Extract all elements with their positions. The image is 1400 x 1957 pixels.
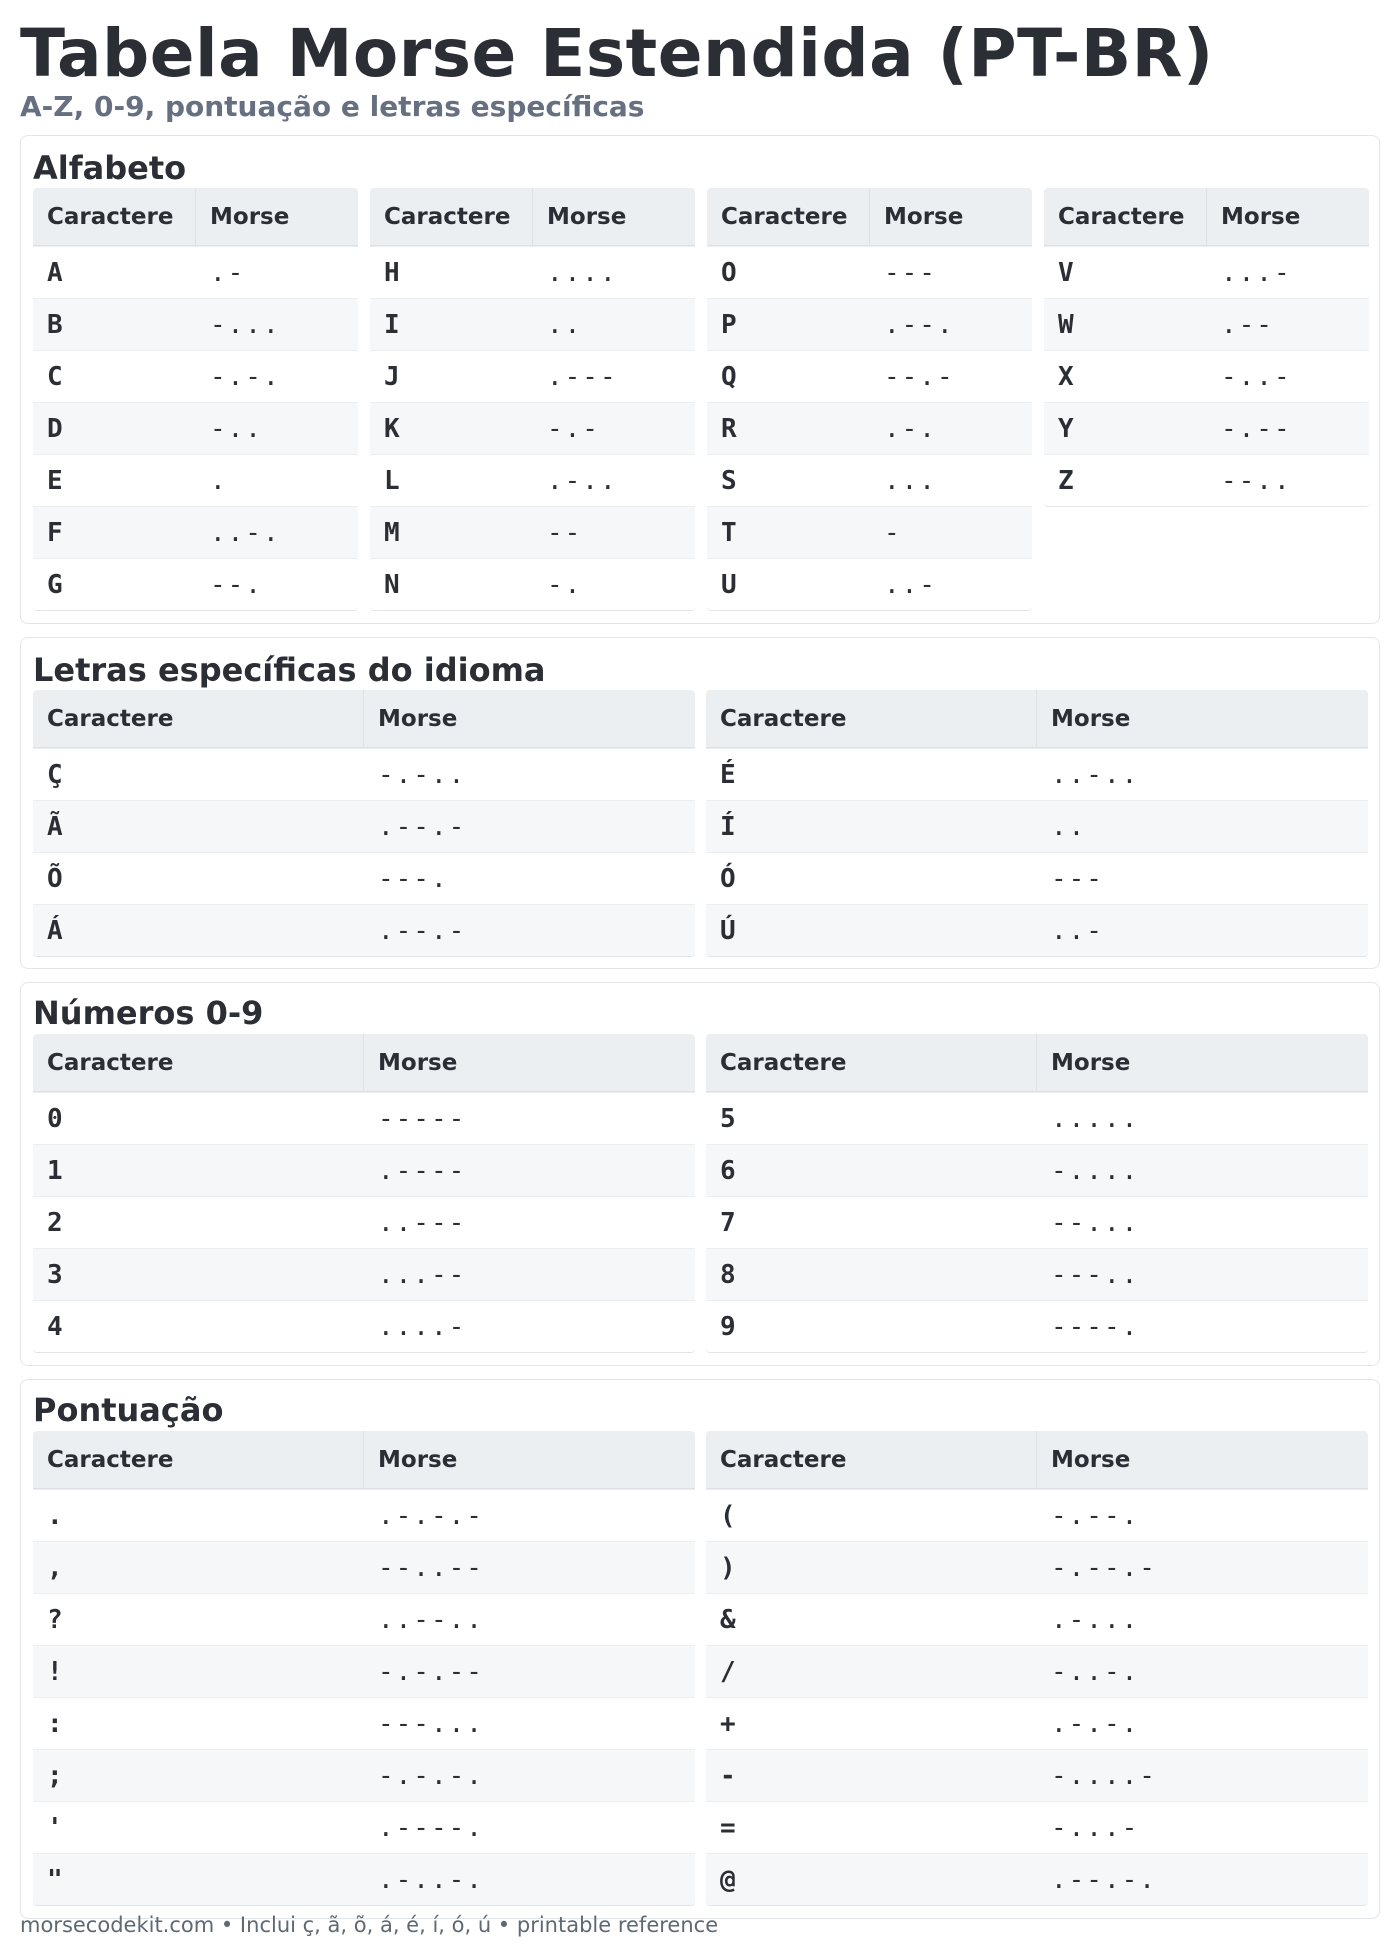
character-cell: R — [721, 414, 737, 444]
table-row — [706, 1144, 1368, 1196]
morse-table — [706, 690, 1368, 956]
column-header-morse: Morse — [378, 1447, 458, 1473]
column-header-morse: Morse — [547, 204, 627, 230]
morse-code-cell: ..- — [884, 570, 937, 600]
morse-code-cell: .----. — [378, 1813, 484, 1843]
table-row — [706, 1248, 1368, 1300]
section-alfabeto — [20, 135, 1380, 624]
morse-code-cell: -...- — [1051, 1813, 1140, 1843]
morse-code-cell: --..-- — [378, 1553, 484, 1583]
morse-table — [1044, 188, 1369, 506]
morse-code-cell: ---... — [378, 1709, 484, 1739]
table-header — [370, 188, 695, 246]
character-cell: ) — [720, 1553, 736, 1583]
table-row — [706, 1196, 1368, 1248]
character-cell: P — [721, 310, 737, 340]
morse-code-cell: ... — [884, 466, 937, 496]
morse-code-cell: ....- — [378, 1312, 467, 1342]
morse-table — [706, 1034, 1368, 1352]
footer-note: morsecodekit.com • Inclui ç, ã, õ, á, é, í, ó, ú • printable reference — [20, 1913, 719, 1937]
morse-code-cell: ---. — [378, 864, 449, 894]
morse-code-cell: -..- — [1221, 362, 1292, 392]
character-cell: : — [47, 1709, 63, 1739]
table-body — [707, 246, 1032, 610]
column-header-caractere: Caractere — [33, 1431, 364, 1489]
character-cell: Õ — [47, 864, 63, 894]
table-row — [33, 1092, 695, 1144]
character-cell: O — [721, 258, 737, 288]
morse-code-cell: .-.. — [547, 466, 618, 496]
character-cell: 9 — [720, 1312, 736, 1342]
character-cell: 6 — [720, 1156, 736, 1186]
table-body — [1044, 246, 1369, 506]
morse-code-cell: .-..-. — [378, 1865, 484, 1895]
character-cell: U — [721, 570, 737, 600]
section-title: Pontuação — [33, 1391, 224, 1429]
table-row — [1044, 350, 1369, 402]
table-header — [706, 690, 1368, 748]
morse-code-cell: -.-. — [210, 362, 281, 392]
character-cell: G — [47, 570, 63, 600]
character-cell: F — [47, 518, 63, 548]
morse-code-cell: -- — [547, 518, 583, 548]
character-cell: Z — [1058, 466, 1074, 496]
table-row — [370, 454, 695, 506]
morse-code-cell: -.--.- — [1051, 1553, 1157, 1583]
morse-code-cell: --... — [1051, 1208, 1140, 1238]
column-header-morse: Morse — [884, 204, 964, 230]
table-row — [1044, 454, 1369, 506]
table-row — [1044, 246, 1369, 298]
morse-code-cell: - — [884, 518, 902, 548]
table-row — [706, 1541, 1368, 1593]
table-row — [33, 1144, 695, 1196]
column-header-caractere: Caractere — [1044, 188, 1207, 246]
morse-code-cell: ..-.. — [1051, 760, 1140, 790]
table-row — [370, 558, 695, 610]
table-row — [706, 1853, 1368, 1905]
morse-code-cell: --. — [210, 570, 263, 600]
character-cell: V — [1058, 258, 1074, 288]
character-cell: ; — [47, 1761, 63, 1791]
character-cell: 5 — [720, 1104, 736, 1134]
page-subtitle: A-Z, 0-9, pontuação e letras específicas — [20, 90, 645, 123]
table-row — [706, 800, 1368, 852]
morse-code-cell: .-.-.- — [378, 1501, 484, 1531]
morse-code-cell: -....- — [1051, 1761, 1157, 1791]
morse-code-cell: -.-.. — [378, 760, 467, 790]
table-row — [33, 506, 358, 558]
morse-code-cell: .-. — [884, 414, 937, 444]
table-row — [33, 246, 358, 298]
character-cell: Ç — [47, 760, 63, 790]
character-cell: = — [720, 1813, 736, 1843]
character-cell: 7 — [720, 1208, 736, 1238]
morse-code-cell: -.-.-. — [378, 1761, 484, 1791]
morse-code-cell: --- — [884, 258, 937, 288]
table-row — [707, 350, 1032, 402]
morse-code-cell: -.-.-- — [378, 1657, 484, 1687]
morse-table — [370, 188, 695, 610]
morse-table — [33, 690, 695, 956]
morse-code-cell: .-... — [1051, 1605, 1140, 1635]
table-row — [706, 1092, 1368, 1144]
character-cell: D — [47, 414, 63, 444]
table-body — [33, 1489, 695, 1905]
table-header — [706, 1034, 1368, 1092]
table-body — [33, 748, 695, 956]
morse-code-cell: ..- — [1051, 916, 1104, 946]
character-cell: ! — [47, 1657, 63, 1687]
section-title: Alfabeto — [33, 149, 187, 187]
character-cell: J — [384, 362, 400, 392]
table-row — [1044, 402, 1369, 454]
character-cell: 3 — [47, 1260, 63, 1290]
morse-code-cell: ----- — [378, 1104, 467, 1134]
character-cell: ' — [47, 1813, 63, 1843]
character-cell: M — [384, 518, 400, 548]
character-cell: Á — [47, 916, 63, 946]
morse-code-cell: ..-. — [210, 518, 281, 548]
character-cell: 0 — [47, 1104, 63, 1134]
character-cell: B — [47, 310, 63, 340]
section-pontuacao — [20, 1379, 1380, 1919]
morse-code-cell: ----. — [1051, 1312, 1140, 1342]
character-cell: & — [720, 1605, 736, 1635]
morse-code-cell: -... — [210, 310, 281, 340]
morse-code-cell: .---- — [378, 1156, 467, 1186]
table-header — [33, 188, 358, 246]
morse-code-cell: .. — [1051, 812, 1087, 842]
table-row — [706, 1749, 1368, 1801]
table-row — [33, 350, 358, 402]
table-header — [706, 1431, 1368, 1489]
character-cell: ? — [47, 1605, 63, 1635]
table-row — [1044, 298, 1369, 350]
character-cell: , — [47, 1553, 63, 1583]
morse-code-cell: .- — [210, 258, 246, 288]
morse-code-cell: ...- — [1221, 258, 1292, 288]
character-cell: 1 — [47, 1156, 63, 1186]
table-body — [706, 748, 1368, 956]
morse-code-cell: --.- — [884, 362, 955, 392]
morse-table — [33, 188, 358, 610]
character-cell: Ã — [47, 812, 63, 842]
table-header — [1044, 188, 1369, 246]
character-cell: N — [384, 570, 400, 600]
table-row — [33, 1853, 695, 1905]
morse-code-cell: -.. — [210, 414, 263, 444]
character-cell: ( — [720, 1501, 736, 1531]
table-row — [706, 1697, 1368, 1749]
column-header-caractere: Caractere — [707, 188, 870, 246]
character-cell: 8 — [720, 1260, 736, 1290]
morse-code-cell: -.--. — [1051, 1501, 1140, 1531]
section-title: Letras específicas do idioma — [33, 651, 546, 689]
table-row — [33, 1645, 695, 1697]
morse-code-cell: ---.. — [1051, 1260, 1140, 1290]
column-header-caractere: Caractere — [33, 1034, 364, 1092]
column-header-morse: Morse — [378, 1050, 458, 1076]
table-header — [33, 690, 695, 748]
table-row — [33, 1801, 695, 1853]
table-row — [706, 904, 1368, 956]
page-title: Tabela Morse Estendida (PT-BR) — [20, 15, 1214, 92]
table-row — [33, 748, 695, 800]
table-row — [370, 402, 695, 454]
table-header — [33, 1431, 695, 1489]
table-row — [707, 506, 1032, 558]
character-cell: I — [384, 310, 400, 340]
column-header-caractere: Caractere — [706, 1034, 1037, 1092]
table-row — [33, 800, 695, 852]
morse-code-cell: .-.-. — [1051, 1709, 1140, 1739]
table-row — [33, 402, 358, 454]
table-row — [370, 298, 695, 350]
column-header-morse: Morse — [1051, 1447, 1131, 1473]
morse-code-cell: -.... — [1051, 1156, 1140, 1186]
morse-code-cell: .--- — [547, 362, 618, 392]
table-body — [706, 1092, 1368, 1352]
table-row — [707, 298, 1032, 350]
table-row — [33, 1749, 695, 1801]
morse-code-cell: .--.-. — [1051, 1865, 1157, 1895]
character-cell: E — [47, 466, 63, 496]
table-row — [33, 904, 695, 956]
morse-table — [707, 188, 1032, 610]
character-cell: . — [47, 1501, 63, 1531]
table-row — [370, 506, 695, 558]
character-cell: K — [384, 414, 400, 444]
character-cell: @ — [720, 1865, 736, 1895]
morse-code-cell: .--. — [884, 310, 955, 340]
character-cell: / — [720, 1657, 736, 1687]
table-row — [706, 1645, 1368, 1697]
morse-code-cell: .-- — [1221, 310, 1274, 340]
morse-code-cell: .. — [547, 310, 583, 340]
table-row — [707, 454, 1032, 506]
morse-code-cell: -. — [547, 570, 583, 600]
table-row — [33, 1196, 695, 1248]
morse-code-cell: -.-- — [1221, 414, 1292, 444]
column-header-caractere: Caractere — [706, 690, 1037, 748]
table-row — [33, 852, 695, 904]
table-row — [706, 1593, 1368, 1645]
character-cell: Í — [720, 812, 736, 842]
table-row — [33, 298, 358, 350]
character-cell: A — [47, 258, 63, 288]
morse-code-cell: -.- — [547, 414, 600, 444]
table-body — [33, 246, 358, 610]
morse-code-cell: ..--.. — [378, 1605, 484, 1635]
character-cell: L — [384, 466, 400, 496]
character-cell: X — [1058, 362, 1074, 392]
character-cell: " — [47, 1865, 63, 1895]
character-cell: H — [384, 258, 400, 288]
morse-code-cell: . — [210, 466, 228, 496]
table-body — [33, 1092, 695, 1352]
morse-table — [33, 1034, 695, 1352]
column-header-caractere: Caractere — [706, 1431, 1037, 1489]
table-row — [707, 402, 1032, 454]
table-row — [707, 558, 1032, 610]
morse-code-cell: ..--- — [378, 1208, 467, 1238]
section-title: Números 0-9 — [33, 994, 264, 1032]
morse-table — [33, 1431, 695, 1905]
column-header-caractere: Caractere — [33, 690, 364, 748]
table-header — [33, 1034, 695, 1092]
table-row — [33, 1248, 695, 1300]
table-row — [33, 1541, 695, 1593]
table-row — [706, 1489, 1368, 1541]
section-letras-especificas — [20, 637, 1380, 969]
character-cell: C — [47, 362, 63, 392]
morse-code-cell: .--.- — [378, 916, 467, 946]
table-row — [706, 1801, 1368, 1853]
column-header-morse: Morse — [1051, 706, 1131, 732]
table-body — [706, 1489, 1368, 1905]
table-row — [706, 1300, 1368, 1352]
column-header-morse: Morse — [1221, 204, 1301, 230]
column-header-caractere: Caractere — [370, 188, 533, 246]
character-cell: - — [720, 1761, 736, 1791]
table-row — [33, 1489, 695, 1541]
table-row — [33, 1697, 695, 1749]
character-cell: Ó — [720, 864, 736, 894]
character-cell: 2 — [47, 1208, 63, 1238]
character-cell: Y — [1058, 414, 1074, 444]
character-cell: T — [721, 518, 737, 548]
morse-table — [706, 1431, 1368, 1905]
table-row — [33, 1593, 695, 1645]
table-row — [706, 852, 1368, 904]
morse-code-cell: ...-- — [378, 1260, 467, 1290]
column-header-morse: Morse — [1051, 1050, 1131, 1076]
character-cell: W — [1058, 310, 1074, 340]
table-row — [706, 748, 1368, 800]
column-header-morse: Morse — [378, 706, 458, 732]
morse-code-cell: .--.- — [378, 812, 467, 842]
table-row — [370, 246, 695, 298]
column-header-caractere: Caractere — [33, 188, 196, 246]
table-row — [33, 1300, 695, 1352]
table-row — [33, 558, 358, 610]
character-cell: É — [720, 760, 736, 790]
character-cell: Q — [721, 362, 737, 392]
character-cell: 4 — [47, 1312, 63, 1342]
table-row — [370, 350, 695, 402]
character-cell: S — [721, 466, 737, 496]
table-row — [707, 246, 1032, 298]
character-cell: Ú — [720, 916, 736, 946]
column-header-morse: Morse — [210, 204, 290, 230]
morse-code-cell: --.. — [1221, 466, 1292, 496]
morse-code-cell: .... — [547, 258, 618, 288]
table-row — [33, 454, 358, 506]
morse-code-cell: --- — [1051, 864, 1104, 894]
morse-code-cell: -..-. — [1051, 1657, 1140, 1687]
character-cell: + — [720, 1709, 736, 1739]
table-header — [707, 188, 1032, 246]
section-numeros — [20, 982, 1380, 1366]
morse-code-cell: ..... — [1051, 1104, 1140, 1134]
table-body — [370, 246, 695, 610]
